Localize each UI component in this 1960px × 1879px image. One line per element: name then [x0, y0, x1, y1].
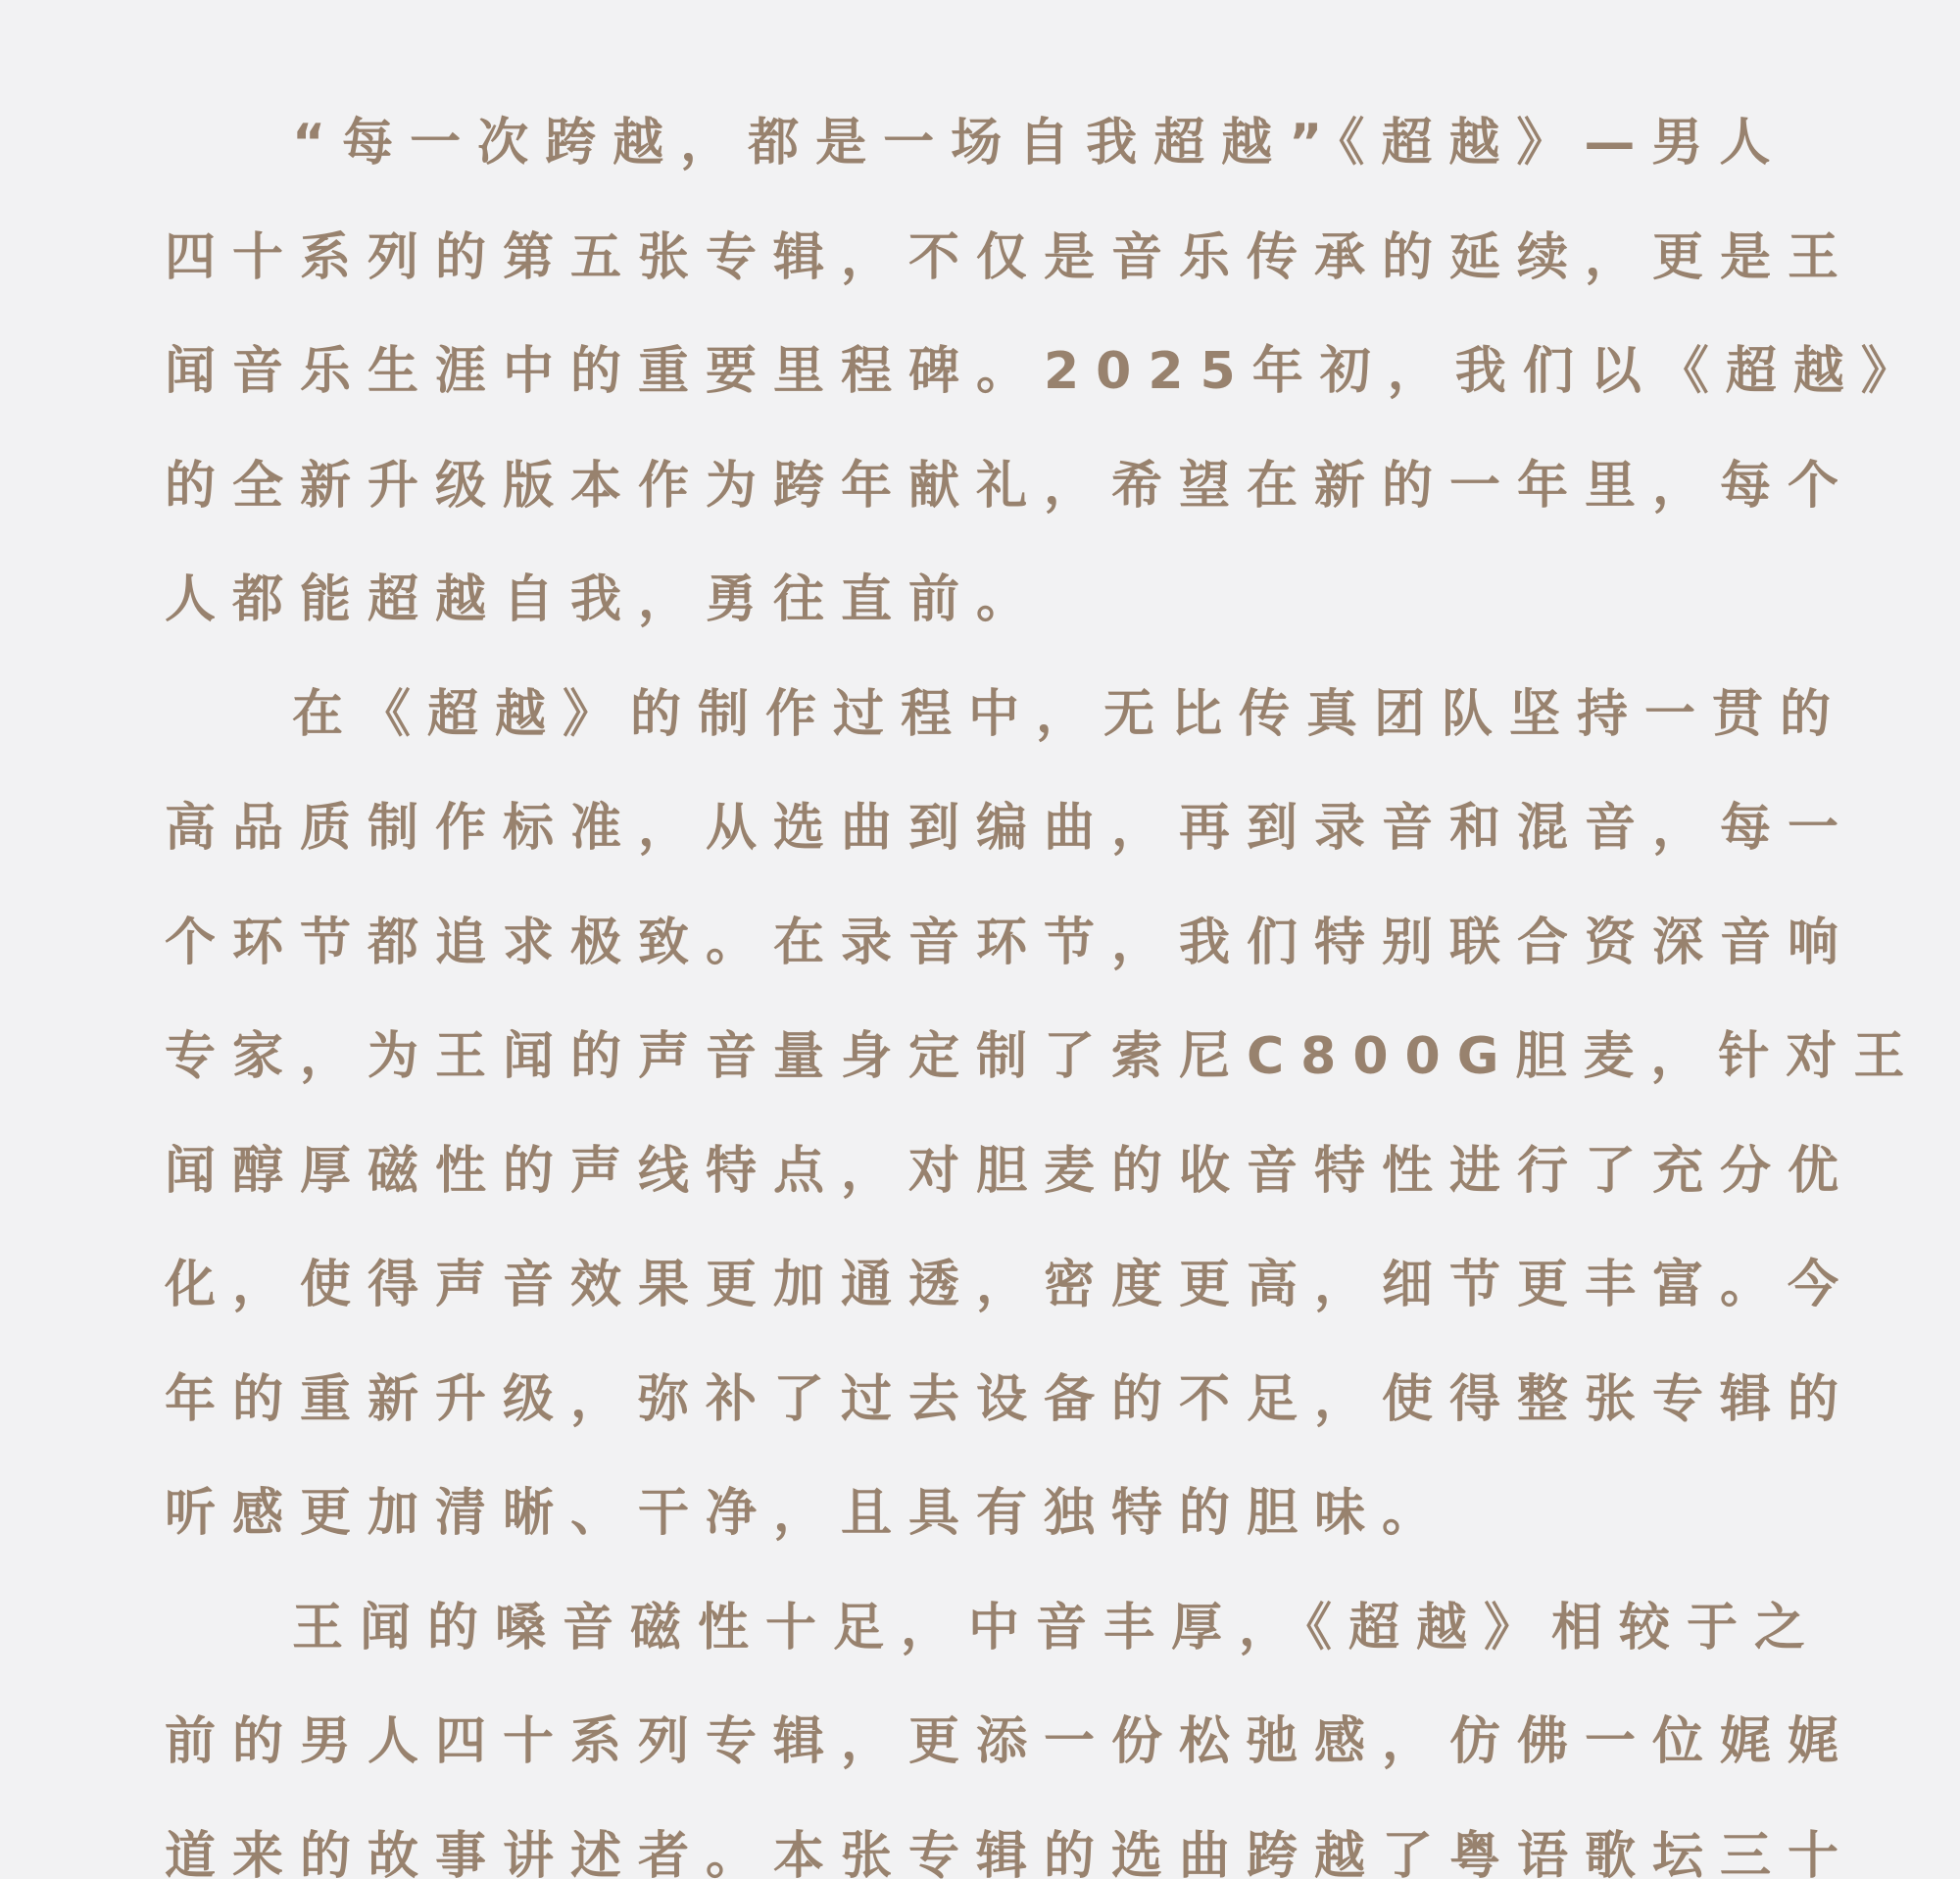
text-line: 在《超越》的制作过程中，无比传真团队坚持一贯的	[292, 684, 1848, 744]
article-body	[165, 86, 1929, 1879]
text-line: 王闻的嗓音磁性十足，中音丰厚，《超越》相较于之	[292, 1598, 1823, 1657]
text-line: 人都能超越自我，勇往直前。	[165, 570, 1045, 629]
text-line: 专家，为王闻的声音量身定制了索尼C800G胆麦，针对王	[165, 1027, 1922, 1086]
text-line: 化，使得声音效果更加通透，密度更高，细节更丰富。今	[165, 1256, 1856, 1314]
text-line: 四十系列的第五张专辑，不仅是音乐传承的延续，更是王	[165, 227, 1856, 287]
text-line: 年的重新升级，弥补了过去设备的不足，使得整张专辑的	[165, 1369, 1856, 1429]
text-line: 个环节都追求极致。在录音环节，我们特别联合资深音响	[165, 913, 1856, 972]
paragraph-2	[165, 658, 1922, 1571]
text-line: 听感更加清晰、干净，且具有独特的胆味。	[165, 1484, 1450, 1543]
paragraph-1	[165, 86, 1929, 658]
text-line: 道来的故事讲述者。本张专辑的选曲跨越了粤语歌坛三十	[165, 1826, 1856, 1879]
text-line: 的全新升级版本作为跨年献礼，希望在新的一年里，每个	[165, 456, 1856, 516]
text-line: 高品质制作标准，从选曲到编曲，再到录音和混音，每一	[165, 799, 1856, 858]
text-line: 前的男人四十系列专辑，更添一份松弛感，仿佛一位娓娓	[165, 1712, 1856, 1771]
text-line: “每一次跨越，都是一场自我超越”《超越》—男人	[292, 114, 1788, 173]
paragraph-3	[165, 1571, 1856, 1879]
text-line: 闻音乐生涯中的重要里程碑。2025年初，我们以《超越》	[165, 342, 1929, 401]
text-line: 闻醇厚磁性的声线特点，对胆麦的收音特性进行了充分优	[165, 1141, 1856, 1201]
